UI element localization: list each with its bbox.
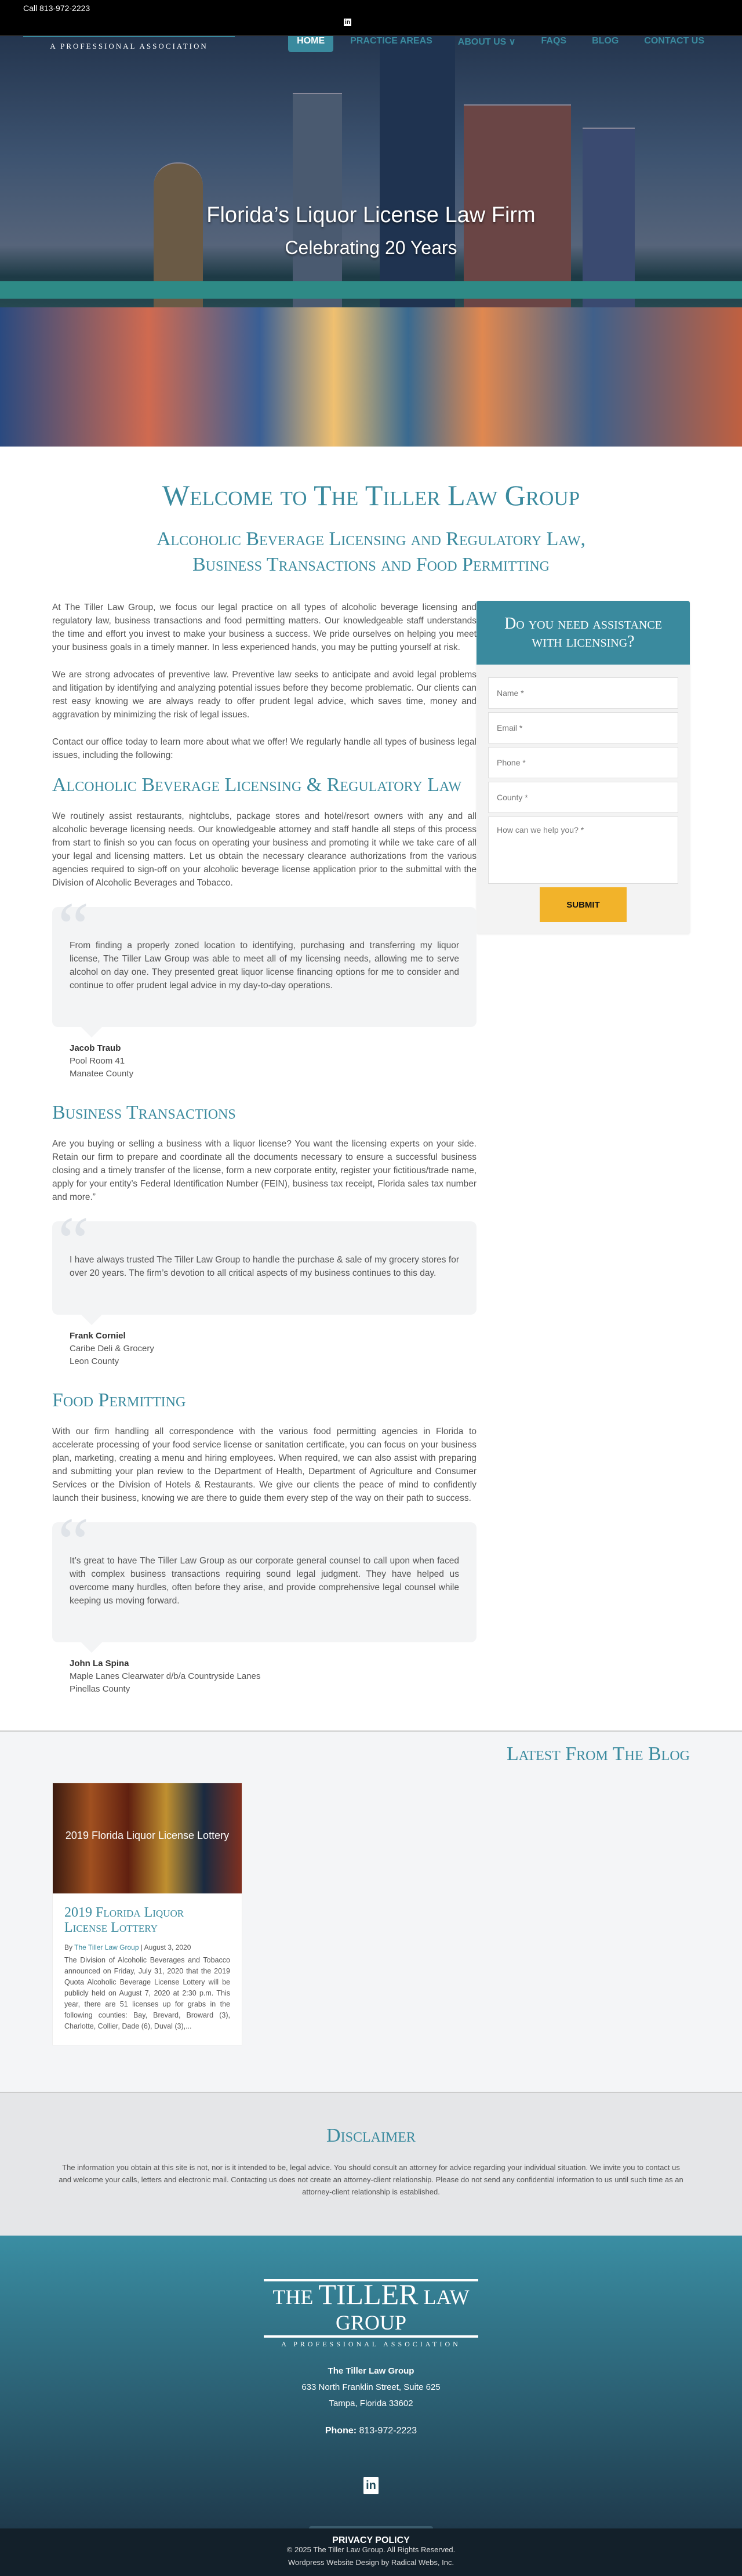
name-input[interactable] [488, 677, 678, 709]
testimonial-county: Leon County [70, 1356, 119, 1366]
nav-blog[interactable]: BLOG [592, 36, 619, 46]
page-title: Welcome to The Tiller Law Group [162, 479, 580, 511]
testimonial-county: Pinellas County [70, 1684, 130, 1694]
footer-city: Tampa, Florida 33602 [329, 2399, 413, 2408]
quote-icon: “ [58, 1202, 89, 1279]
main-nav [288, 36, 713, 52]
disclaimer [0, 2092, 742, 2236]
copyright: © 2025 The Tiller Law Group. All Rights Reserved. [286, 2545, 456, 2554]
hero [0, 0, 742, 447]
testimonial-name: Jacob Traub [70, 1043, 121, 1053]
nav-contact-us[interactable]: CONTACT US [644, 36, 704, 46]
testimonial [52, 1202, 477, 1315]
section-body: With our firm handling all correspondence with the various food permitting agencies in Florida to accelerate processing of your food service license or sanitation certificate, you can focus on your business plan, marketing, creating a menu and hiring employees. When required, we can also assist with preparing and submitting your plan review to the Department of Health, Department of Agriculture and Consumer Services or the Division of Hotels & Restaurants. We give our clients the peace of mind to confidently launch their business, knowing we are there to guide them every step of the way on their path to success. [52, 1427, 477, 1503]
testimonial-text: I have always trusted The Tiller Law Group to handle the purchase & sale of my grocery stores for over 20 years. The firm’s devotion to all critical aspects of my business continues to this day. [70, 1255, 459, 1278]
blog-section [0, 1730, 742, 2092]
footer [0, 2236, 742, 2545]
testimonial-company: Pool Room 41 [70, 1056, 125, 1066]
contact-form [477, 601, 690, 934]
linkedin-icon[interactable]: in [344, 19, 351, 26]
intro-paragraph: We are strong advocates of preventive law. Preventive law seeks to anticipate and avoid legal problems and litigation by identifying and analyzing potential issues before they become problematic. Our clients can rest easy knowing we are always ready to offer prudent legal advice, which saves time, money and aggravation by minimizing the risk of legal issues. [52, 670, 477, 720]
email-input[interactable] [488, 712, 678, 743]
linkedin-icon[interactable]: in [363, 2477, 379, 2494]
phone-label: Phone: [325, 2426, 357, 2436]
top-bar [0, 0, 742, 36]
testimonial-company: Maple Lanes Clearwater d/b/a Countryside Lanes [70, 1671, 261, 1681]
section-heading: Business Transactions [52, 1102, 236, 1123]
testimonial-name: Frank Corniel [70, 1331, 126, 1341]
quote-icon: “ [58, 1503, 89, 1580]
submit-button[interactable]: SUBMIT [540, 887, 627, 922]
blog-heading: Latest From The Blog [506, 1743, 690, 1765]
design-credit[interactable]: Wordpress Website Design by Radical Webs, Inc. [288, 2558, 454, 2567]
author-link[interactable]: The Tiller Law Group [74, 1943, 139, 1951]
post-date: | August 3, 2020 [140, 1943, 191, 1951]
page-subtitle: Alcoholic Beverage Licensing and Regulatory Law, Business Transactions and Food Permitting [156, 528, 586, 575]
nav-about-us[interactable]: ABOUT US ∨ [457, 37, 516, 47]
county-input[interactable] [488, 782, 678, 813]
hero-title: Florida’s Liquor License Law Firm [206, 203, 536, 227]
form-title: Do you need assistance with licensing? [477, 601, 690, 665]
hero-subtitle: Celebrating 20 Years [285, 237, 457, 258]
section-body: We routinely assist restaurants, nightclubs, package stores and hotel/resort owners with any and all alcoholic beverage licensing needs. Our knowledgeable attorney and staff handle all steps of this process from start to finish so you can focus on operating your business and promoting it while we take care of all your legal and licensing matters. Let us obtain the necessary clearance authorizations from the various agencies required to sign-off on your alcoholic beverage license application prior to the submittal with the Division of Alcoholic Beverages and Tobacco. [52, 811, 477, 888]
bridge [0, 281, 742, 299]
testimonial-name: John La Spina [70, 1659, 129, 1668]
nav-faqs[interactable]: FAQS [541, 36, 567, 46]
section-heading: Alcoholic Beverage Licensing & Regulatory Law [52, 774, 461, 796]
blog-image[interactable] [53, 1783, 242, 1893]
testimonial-text: From finding a properly zoned location to identifying, purchasing and transferring my liquor license, The Tiller Law Group was able to meet all of my licensing needs, allowing me to serve alcohol on day one. They presented great liquor license financing options for me to consider and continue to offer prudent legal advice in my day-to-day operations. [70, 941, 459, 991]
footer-firm: The Tiller Law Group [328, 2366, 414, 2376]
disclaimer-text: The information you obtain at this site is not, nor is it intended to be, legal advice. You should consult an attorney for advice regarding your individual situation. We invite you to contact us and welcome your calls, letters and electronic mail. Contacting us does not create an attorney-client relationship. Please do not send any confidential information to us until such time as an attorney-client relationship is established. [59, 2163, 683, 2196]
footer-phone[interactable]: 813-972-2223 [359, 2426, 417, 2436]
blog-card[interactable] [52, 1783, 242, 2045]
testimonial [52, 888, 477, 1027]
section-body: Are you buying or selling a business with a liquor license? You want the licensing experts on your side. Retain our firm to prepare and coordinate all the documents necessary to ensure a successful business closing and a timely transfer of the license, form a new corporate entity, register your fictitious/trade name, apply for your entity’s Federal Identification Number (FEIN), business tax receipt, Florida sales tax number and more.” [52, 1139, 477, 1202]
blog-excerpt: The Division of Alcoholic Beverages and Tobacco announced on Friday, July 31, 2020 that the 2019 Quota Alcoholic Beverage License Lottery will be publicly held on August 7, 2020 at 2:30 p.m. This year, there are 51 licenses up for grabs in the following counties: Bay, Brevard, Broward (3), Charlotte, Collier, Dade (6), Duval (3),... [64, 1956, 230, 2030]
testimonial-company: Caribe Deli & Grocery [70, 1344, 154, 1354]
footer-logo-tagline: A PROFESSIONAL ASSOCIATION [281, 2340, 461, 2348]
nav-practice-areas[interactable]: PRACTICE AREAS [350, 36, 432, 46]
disclaimer-heading: Disclaimer [326, 2125, 416, 2146]
river [0, 307, 742, 447]
footer-logo: THE TILLER LAW GROUP A PROFESSIONAL ASSOCIATION [264, 2279, 478, 2349]
by-label: By [64, 1943, 73, 1951]
message-input[interactable] [488, 817, 678, 884]
call-link[interactable]: Call 813-972-2223 [23, 3, 90, 13]
quote-icon: “ [58, 888, 89, 965]
blog-post-title[interactable]: 2019 Florida Liquor License Lottery [64, 1905, 184, 1935]
phone-input[interactable] [488, 747, 678, 778]
intro-paragraph: At The Tiller Law Group, we focus our legal practice on all types of alcoholic beverage licensing and regulatory law, business transactions and food permitting matters. Our knowledgeable staff understands the time and effort you invest to make your business a success. We pride ourselves on helping you meet your business goals in a timely manner. In less experienced hands, you may be putting yourself at risk. [52, 603, 477, 652]
privacy-policy-button[interactable]: PRIVACY POLICY [309, 2526, 433, 2555]
testimonial [52, 1503, 477, 1642]
nav-home[interactable]: HOME [288, 36, 333, 52]
intro-paragraph: Contact our office today to learn more about what we offer! We regularly handle all types of business legal issues, including the following: [52, 737, 477, 760]
section-heading: Food Permitting [52, 1389, 186, 1411]
blog-image-text: 2019 Florida Liquor License Lottery [65, 1830, 230, 1841]
testimonial-county: Manatee County [70, 1069, 134, 1079]
logo-tagline: A PROFESSIONAL ASSOCIATION [50, 42, 208, 50]
footer-street: 633 North Franklin Street, Suite 625 [301, 2382, 441, 2392]
testimonial-text: It’s great to have The Tiller Law Group as our corporate general counsel to call upon when faced with complex business transactions requiring sound legal judgment. They have helped us overcome many hurdles, often before they arise, and provide comprehensive legal counsel while keeping us moving forward. [70, 1556, 459, 1606]
